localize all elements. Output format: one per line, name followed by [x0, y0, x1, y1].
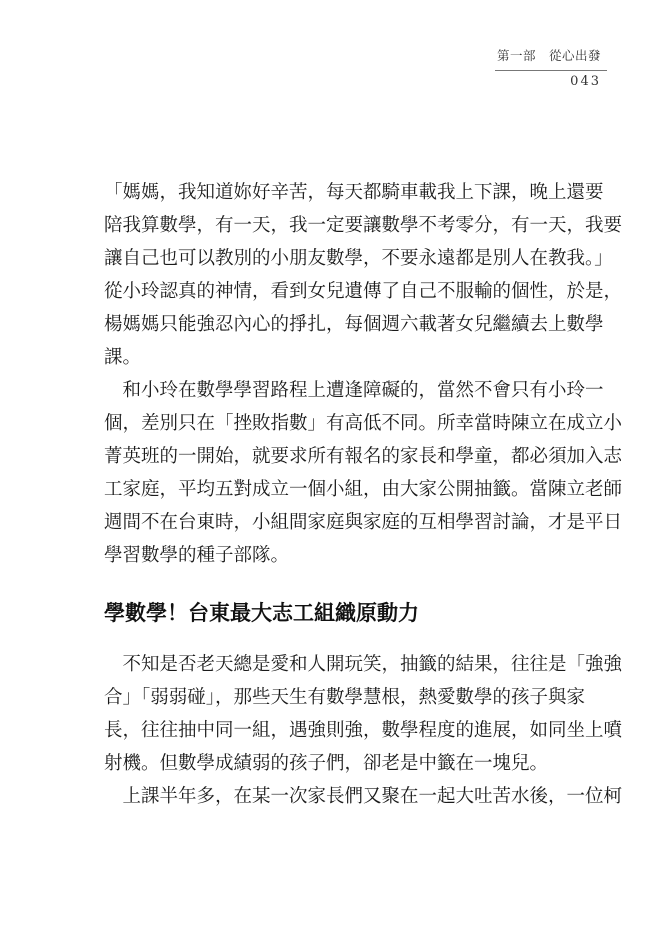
text-line: 菁英班的一開始，就要求所有報名的家長和學童，都必須加入志 — [104, 446, 623, 467]
body-paragraphs-1 — [104, 176, 623, 572]
text-line: 課。 — [104, 347, 142, 368]
text-line: 楊媽媽只能強忍內心的掙扎，每個週六載著女兒繼續去上數學 — [104, 314, 604, 335]
body-paragraphs-2 — [104, 648, 623, 813]
text-line: 工家庭，平均五對成立一個小組，由大家公開抽籤。當陳立老師 — [104, 479, 623, 500]
text-line: 上課半年多，在某一次家長們又聚在一起大吐苦水後，一位柯 — [104, 786, 623, 807]
text-line: 陪我算數學，有一天，我一定要讓數學不考零分，有一天，我要 — [104, 215, 623, 236]
text-line: 從小玲認真的神情，看到女兒遺傳了自己不服輸的個性，於是， — [104, 281, 623, 302]
text-line: 和小玲在數學學習路程上遭逢障礙的，當然不會只有小玲一 — [104, 380, 604, 401]
text-line: 個，差別只在「挫敗指數」有高低不同。所幸當時陳立在成立小 — [104, 413, 623, 434]
text-line: 射機。但數學成績弱的孩子們，卻老是中籤在一塊兒。 — [104, 753, 549, 774]
page-number: 043 — [570, 74, 601, 89]
text-line: 學習數學的種子部隊。 — [104, 545, 290, 566]
text-line: 合」「弱弱碰」，那些天生有數學慧根，熱愛數學的孩子與家 — [104, 687, 586, 708]
header-rule — [495, 70, 607, 71]
text-line: 「媽媽，我知道妳好辛苦，每天都騎車載我上下課，晚上還要 — [104, 182, 604, 203]
text-line: 週間不在台東時，小組間家庭與家庭的互相學習討論，才是平日 — [104, 512, 623, 533]
section-heading: 學數學！台東最大志工組織原動力 — [104, 601, 419, 625]
text-line: 讓自己也可以教別的小朋友數學，不要永遠都是別人在教我。」 — [104, 248, 613, 269]
running-head-title: 第一部 從心出發 — [496, 48, 601, 63]
text-line: 不知是否老天總是愛和人開玩笑，抽籤的結果，往往是「強強 — [104, 654, 623, 675]
text-line: 長，往往抽中同一組，遇強則強，數學程度的進展，如同坐上噴 — [104, 720, 623, 741]
